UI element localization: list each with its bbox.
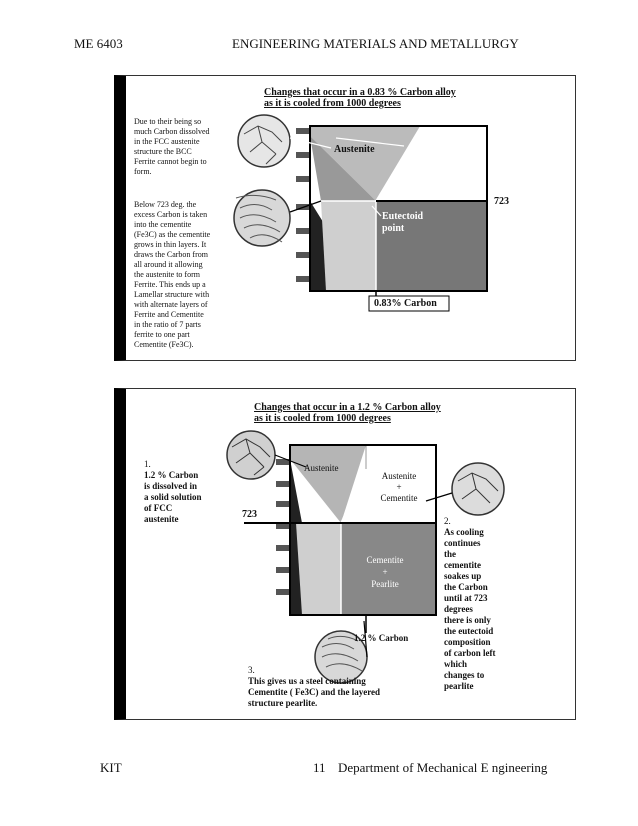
panel1-desc-2: Below 723 deg. the excess Carbon is taken into the cementite (Fe3C) as the cementite grows in thin layers. It draws the Carbon from all around it allowing the austenite to form Ferrite. This ends up a Lamellar structure with with alternate layers of Ferrite and Cementite in the ratio of 7 parts ferrite to one part Cementite (Fe3C). xyxy=(134,200,211,349)
footer-institute: KIT xyxy=(100,760,122,775)
label-723-1: 723 xyxy=(494,196,509,207)
label-carbon-1: 0.83% Carbon xyxy=(374,298,437,309)
panel2-step-2: 2. As cooling continues the cementite soakes up the Carbon until at 723 degrees there is only the eutectoid composition of carbon left which changes to pearlite xyxy=(444,516,496,691)
panel1-title-line2: as it is cooled from 1000 degrees xyxy=(264,98,401,109)
microstructure-pearlite-1 xyxy=(234,190,321,246)
panel1-title-line1: Changes that occur in a 0.83 % Carbon alloy xyxy=(264,87,456,98)
axis-ticks-1 xyxy=(296,128,310,282)
diagram-panel-2 xyxy=(114,388,576,720)
panel2-title-line1: Changes that occur in a 1.2 % Carbon alloy xyxy=(254,402,441,413)
panel2-title-line2: as it is cooled from 1000 degrees xyxy=(254,413,391,424)
microstructure-cementite-2 xyxy=(426,463,504,515)
label-austenite-cementite: Austenite + Cementite xyxy=(380,471,418,503)
label-austenite-2: Austenite xyxy=(304,463,339,473)
document-title: ENGINEERING MATERIALS AND METALLURGY xyxy=(232,36,519,51)
label-carbon-2: 1.2 % Carbon xyxy=(354,633,409,643)
course-code: ME 6403 xyxy=(74,36,123,51)
label-723-2: 723 xyxy=(242,509,257,520)
panel2-step-1: 1. 1.2 % Carbon is dissolved in a solid solution of FCC austenite xyxy=(144,459,202,524)
panel1-desc-1: Due to their being so much Carbon dissolved in the FCC austenite structure the BCC Ferrite cannot begin to form. xyxy=(134,117,210,176)
label-cementite-pearlite: Cementite + Pearlite xyxy=(366,555,404,589)
label-austenite-1: Austenite xyxy=(334,144,375,155)
axis-ticks-2 xyxy=(276,459,290,595)
diagram-panel-1 xyxy=(114,75,576,361)
label-eutectoid-2: point xyxy=(382,223,405,234)
ferrite-pearlite-region-2 xyxy=(296,523,341,615)
ferrite-pearlite-region xyxy=(321,201,376,291)
footer-department: Department of Mechanical E ngineering xyxy=(338,760,548,775)
panel2-step-3: 3. This gives us a steel containing Cementite ( Fe3C) and the layered structure pearlite. xyxy=(248,665,381,708)
page-number: 11 xyxy=(313,760,326,775)
label-eutectoid-1: Eutectoid xyxy=(382,211,424,222)
